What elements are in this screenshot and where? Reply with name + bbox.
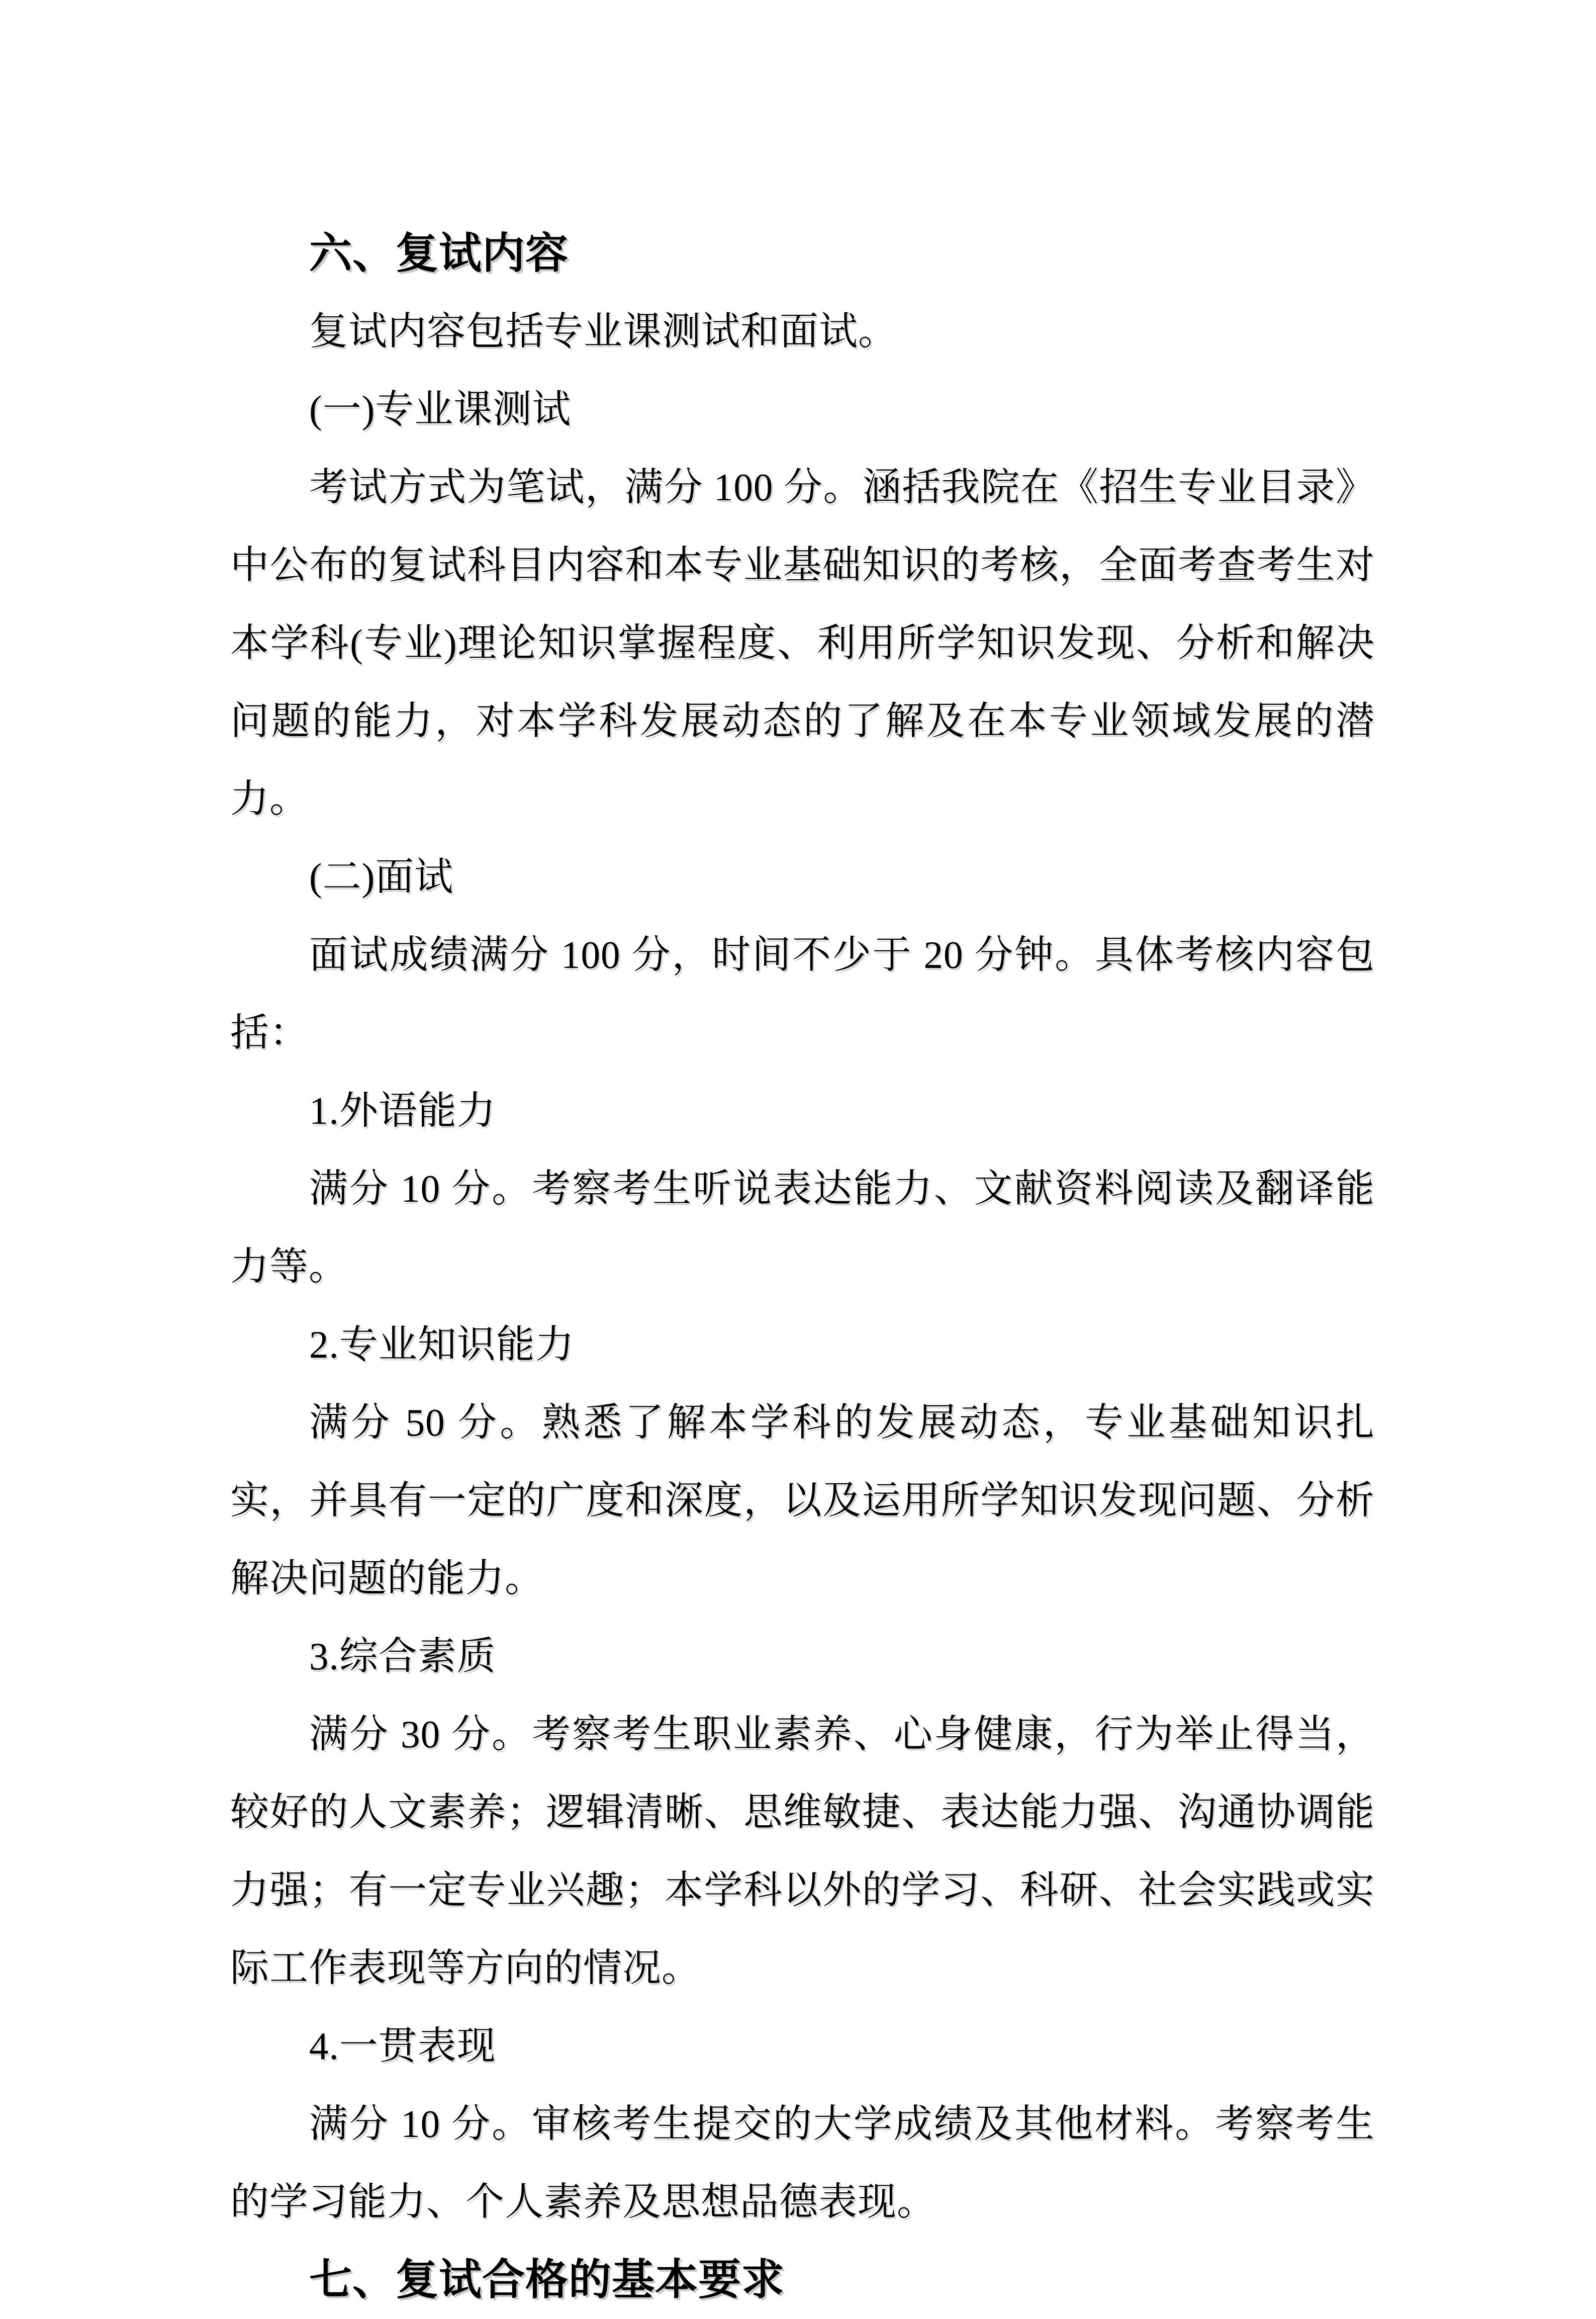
para-consistent-performance-desc: 满分 10 分。审核考生提交的大学成绩及其他材料。考察考生的学习能力、个人素养及思想品德表现。 <box>230 2102 1375 2223</box>
item-heading-foreign-language: 1.外语能力 <box>309 1089 496 1132</box>
para-interview-overview: 面试成绩满分 100 分，时间不少于 20 分钟。具体考核内容包括： <box>230 933 1375 1054</box>
item-heading-consistent-performance: 4.一贯表现 <box>309 2024 496 2068</box>
para-professional-knowledge-desc: 满分 50 分。熟悉了解本学科的发展动态，专业基础知识扎实，并具有一定的广度和深度，以及运用所学知识发现问题、分析解决问题的能力。 <box>230 1401 1375 1600</box>
heading-section-seven: 七、复试合格的基本要求 <box>309 2256 785 2304</box>
item-heading-professional-knowledge: 2.专业知识能力 <box>309 1323 575 1366</box>
subheading-interview: (二)面试 <box>309 855 454 899</box>
document-content <box>230 215 1375 2319</box>
para-professional-course-test-desc: 考试方式为笔试，满分 100 分。涵括我院在《招生专业目录》中公布的复试科目内容和本专业基础知识的考核，全面考查考生对本学科(专业)理论知识掌握程度、利用所学知识发现、分析和解决问题的能力，对本学科发展动态的了解及在本专业领域发展的潜力。 <box>230 466 1375 821</box>
heading-section-six: 六、复试内容 <box>309 230 569 278</box>
para-foreign-language-desc: 满分 10 分。考察考生听说表达能力、文献资料阅读及翻译能力等。 <box>230 1167 1375 1288</box>
para-retest-overview: 复试内容包括专业课测试和面试。 <box>309 310 897 353</box>
para-comprehensive-quality-desc: 满分 30 分。考察考生职业素养、心身健康，行为举止得当，较好的人文素养；逻辑清晰、思维敏捷、表达能力强、沟通协调能力强；有一定专业兴趣；本学科以外的学习、科研、社会实践或实际工作表现等方向的情况。 <box>230 1713 1375 1990</box>
subheading-professional-course-test: (一)专业课测试 <box>309 388 572 431</box>
item-heading-comprehensive-quality: 3.综合素质 <box>309 1635 496 1678</box>
